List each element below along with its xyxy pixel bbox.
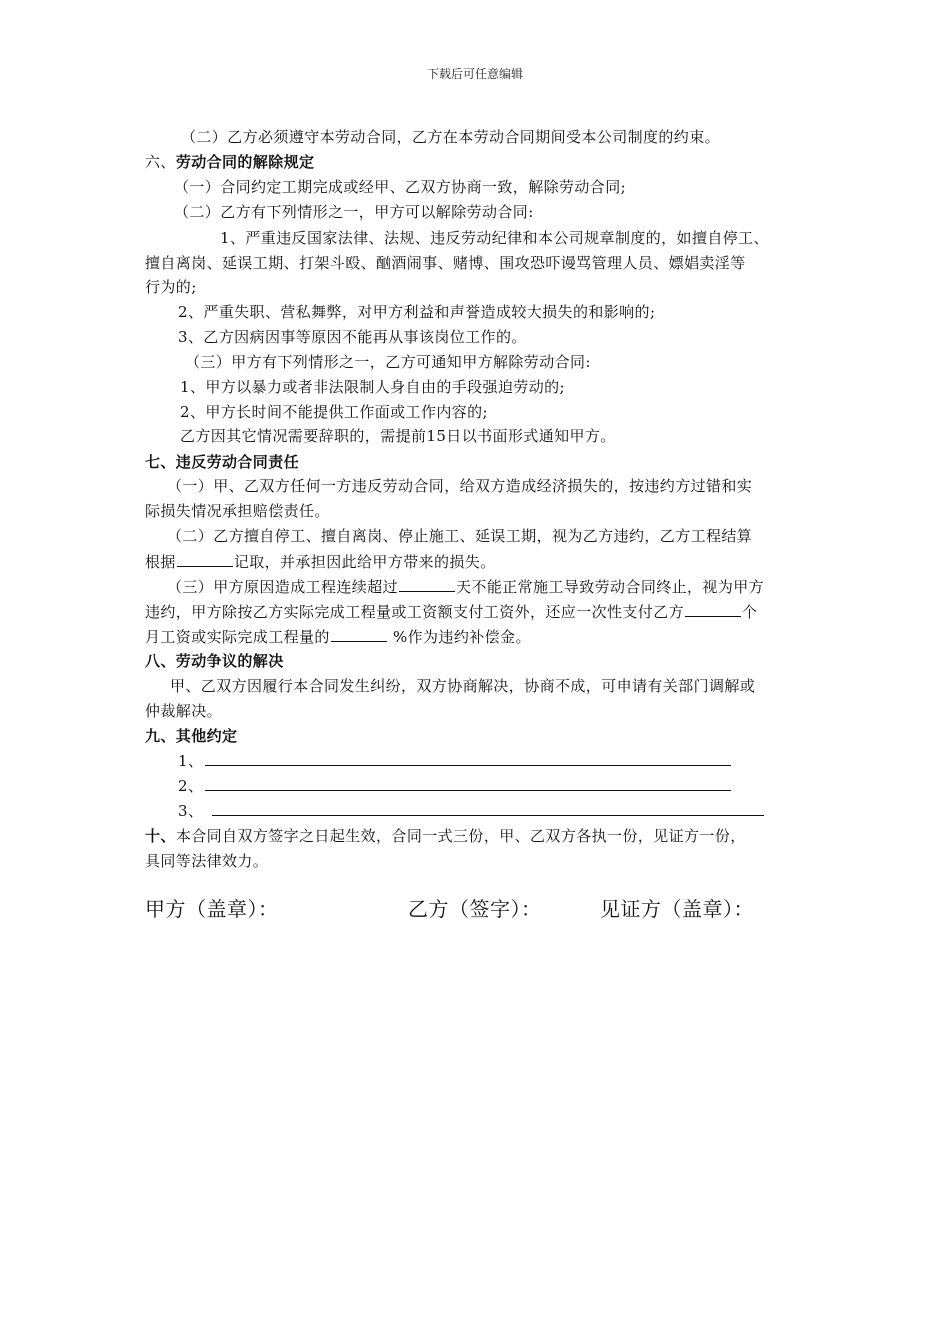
section-6-title: 劳动合同的解除规定 [175,153,315,171]
other-term-3-label: 3、 [178,802,204,820]
clause-7-3-line2 [145,601,757,622]
section-10-line2: 具同等法律效力。 [145,852,269,870]
clause-7-3-line3-suffix: %作为违约补偿金。 [392,628,531,646]
clause-6-2: （二）乙方有下列情形之一，甲方可以解除劳动合同: [174,203,534,221]
clause-7-3-line3-text: 月工资或实际完成工程量的 [145,628,330,646]
clause-6-3: （三）甲方有下列情形之一，乙方可通知甲方解除劳动合同: [185,353,591,371]
other-term-1-line[interactable] [205,765,731,766]
percent-blank[interactable] [331,626,387,642]
witness-signature: 见证方（盖章）： [600,897,754,921]
clause-7-2-line1: （二）乙方擅自停工、擅自离岗、停止施工、延误工期，视为乙方违约，乙方工程结算 [167,527,753,545]
clause-7-2-text-before-blank: 根据 [145,553,176,571]
section-10-number: 十、 [145,827,176,845]
section-9-title: 九、其他约定 [145,727,238,745]
clause-7-3-text-after-blank: 天不能正常施工导致劳动合同终止，视为甲方 [456,578,765,596]
other-term-2-label: 2、 [178,777,204,795]
clause-6-4: 乙方因其它情况需要辞职的，需提前15日以书面形式通知甲方。 [180,427,616,445]
section-7-title: 七、违反劳动合同责任 [145,453,300,471]
other-term-2-line[interactable] [205,790,731,791]
clause-7-3-line2-text: 违约，甲方除按乙方实际完成工程量或工资额支付工资外，还应一次性支付乙方 [145,603,685,621]
clause-7-2-text-after-blank: 记取，并承担因此给甲方带来的损失。 [233,553,496,571]
clause-6-1: （一）合同约定工期完成或经甲、乙双方协商一致，解除劳动合同; [174,178,627,196]
clause-6-3-1: 1、甲方以暴力或者非法限制人身自由的手段强迫劳动的; [180,378,565,396]
clause-7-1-line2: 际损失情况承担赔偿责任。 [145,502,330,520]
section-10-line1 [145,826,746,846]
clause-6-2-3: 3、乙方因病因事等原因不能再从事该岗位工作的。 [178,328,527,346]
section-8-line1: 甲、乙双方因履行本合同发生纠纷，双方协商解决，协商不成，可申请有关部门调解或 [170,677,756,695]
clause-7-3-line1 [167,576,764,597]
section-8-title: 八、劳动争议的解决 [145,652,284,670]
clause-6-2-1-line3: 行为的; [145,278,197,296]
clause-5-2: （二）乙方必须遵守本劳动合同，乙方在本劳动合同期间受本公司制度的约束。 [181,128,721,146]
clause-6-2-1-line1: 1、严重违反国家法律、法规、违反劳动纪律和本公司规章制度的，如擅自停工、 [220,229,769,247]
section-8-line2: 仲裁解决。 [145,702,223,720]
clause-7-3-line3 [145,626,531,647]
page-header: 下载后可任意编辑 [426,67,523,81]
section-10-text: 本合同自双方签字之日起生效，合同一式三份，甲、乙双方各执一份，见证方一份， [175,827,746,845]
other-term-1-label: 1、 [178,752,204,770]
clause-6-2-1-line2: 擅自离岗、延误工期、打架斗殴、酗酒闹事、赌博、围攻恐吓谩骂管理人员、嫖娼卖淫等 [145,254,746,272]
party-b-signature: 乙方（签字）： [408,897,542,921]
clause-6-3-2: 2、甲方长时间不能提供工作面或工作内容的; [180,403,488,421]
clause-7-3-text-before-blank: （三）甲方原因造成工程连续超过 [167,578,399,596]
days-blank[interactable] [399,576,455,592]
section-6-heading [145,152,314,172]
clause-6-2-2: 2、严重失职、营私舞弊，对甲方利益和声誉造成较大损失的和影响的; [178,303,656,321]
settlement-basis-blank[interactable] [177,551,233,567]
party-a-signature: 甲方（盖章）： [145,897,279,921]
section-6-number: 六、 [145,153,176,171]
clause-7-2-line2 [145,551,496,572]
clause-7-3-line2-suffix: 个 [742,603,758,621]
other-term-3-line[interactable] [212,815,764,816]
months-blank[interactable] [685,601,741,617]
clause-7-1-line1: （一）甲、乙双方任何一方违反劳动合同，给双方造成经济损失的，按违约方过错和实 [167,477,753,495]
